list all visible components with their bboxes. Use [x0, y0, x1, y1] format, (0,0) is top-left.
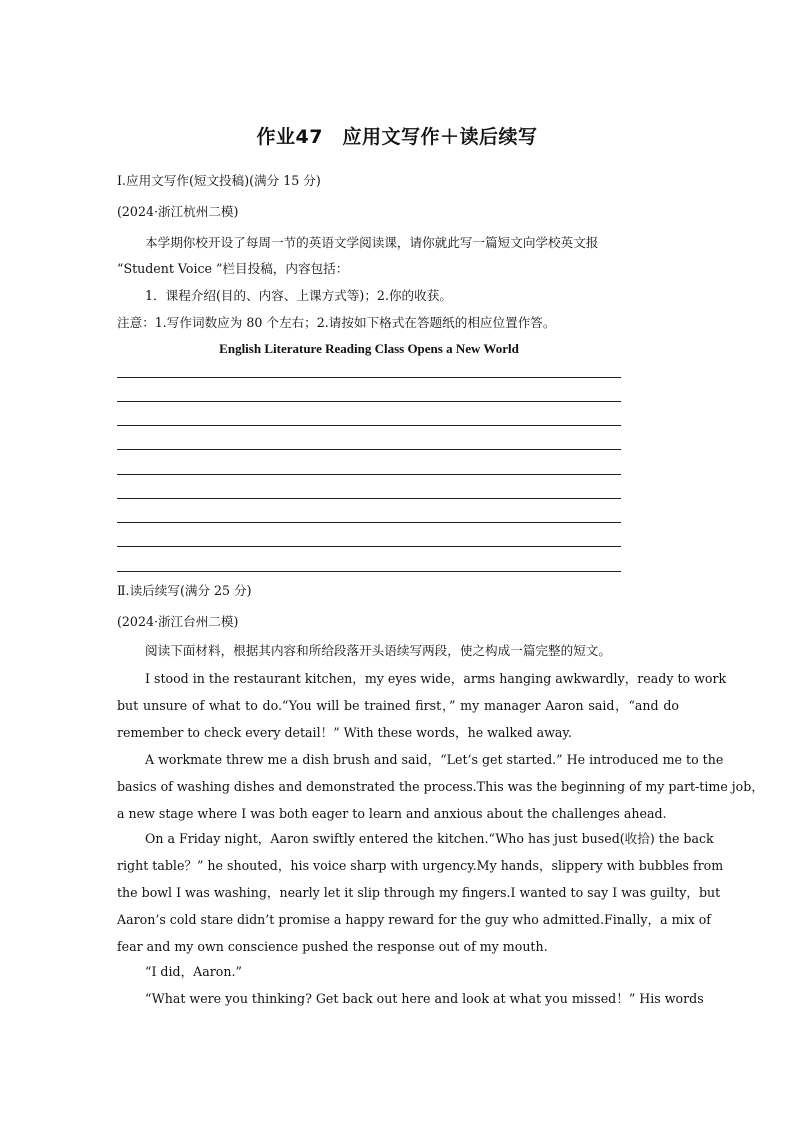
part1-heading: Ⅰ.应用文写作(短文投稿)(满分 15 分)	[117, 173, 321, 188]
paragraph3-line: right table？” he shouted，his voice sharp with urgency.My hands，slippery with bubbles from	[117, 858, 724, 873]
paragraph1-line: remember to check every detail！” With these words，he walked away.	[117, 725, 572, 740]
part1-note: 注意：1.写作词数应为 80 个左右；2.请按如下格式在答题纸的相应位置作答。	[117, 315, 556, 330]
part2-heading: Ⅱ.读后续写(满分 25 分)	[117, 583, 252, 598]
paragraph2-line: basics of washing dishes and demonstrated the process.This was the beginning of my part-time job，	[117, 779, 764, 794]
part1-prompt-line2: “Student Voice ”栏目投稿，内容包括：	[117, 261, 349, 276]
answer-line	[117, 449, 621, 450]
part2-source: (2024·浙江台州二模)	[117, 614, 239, 629]
answer-line	[117, 474, 621, 475]
paragraph4-line: “I did，Aaron.”	[145, 964, 242, 979]
part1-prompt-line1: 本学期你校开设了每周一节的英语文学阅读课，请你就此写一篇短文向学校英文报	[145, 235, 599, 250]
page-title: 作业47 应用文写作＋读后续写	[256, 126, 538, 148]
part1-source: (2024·浙江杭州二模)	[117, 204, 239, 219]
answer-line	[117, 546, 621, 547]
part2-instruction: 阅读下面材料，根据其内容和所给段落开头语续写两段，使之构成一篇完整的短文。	[145, 643, 611, 658]
essay-title: English Literature Reading Class Opens a New World	[219, 341, 519, 356]
answer-line	[117, 498, 621, 499]
paragraph2-line: a new stage where I was both eager to learn and anxious about the challenges ahead.	[117, 806, 667, 821]
paragraph3-line: fear and my own conscience pushed the response out of my mouth.	[117, 939, 548, 954]
paragraph1-line: I stood in the restaurant kitchen，my eyes wide，arms hanging awkwardly，ready to work	[145, 671, 727, 686]
paragraph3-line: On a Friday night，Aaron swiftly entered the kitchen.“Who has just bused(收拾) the back	[145, 831, 714, 846]
answer-line	[117, 401, 621, 402]
paragraph1-line: but unsure of what to do.“You will be trained first，” my manager Aaron said，“and do	[117, 698, 679, 713]
answer-line	[117, 377, 621, 378]
answer-line	[117, 522, 621, 523]
answer-line	[117, 425, 621, 426]
paragraph5-line: “What were you thinking? Get back out here and look at what you missed！” His words	[145, 991, 704, 1006]
part1-points: 1．课程介绍(目的、内容、上课方式等)；2.你的收获。	[145, 288, 452, 303]
paragraph3-line: Aaron’s cold stare didn’t promise a happy reward for the guy who admitted.Finally，a mix of	[117, 912, 711, 927]
answer-line	[117, 571, 621, 572]
paragraph3-line: the bowl I was washing，nearly let it slip through my fingers.I wanted to say I was guilty，but	[117, 885, 721, 900]
paragraph2-line: A workmate threw me a dish brush and said，“Let’s get started.” He introduced me to the	[145, 752, 724, 767]
